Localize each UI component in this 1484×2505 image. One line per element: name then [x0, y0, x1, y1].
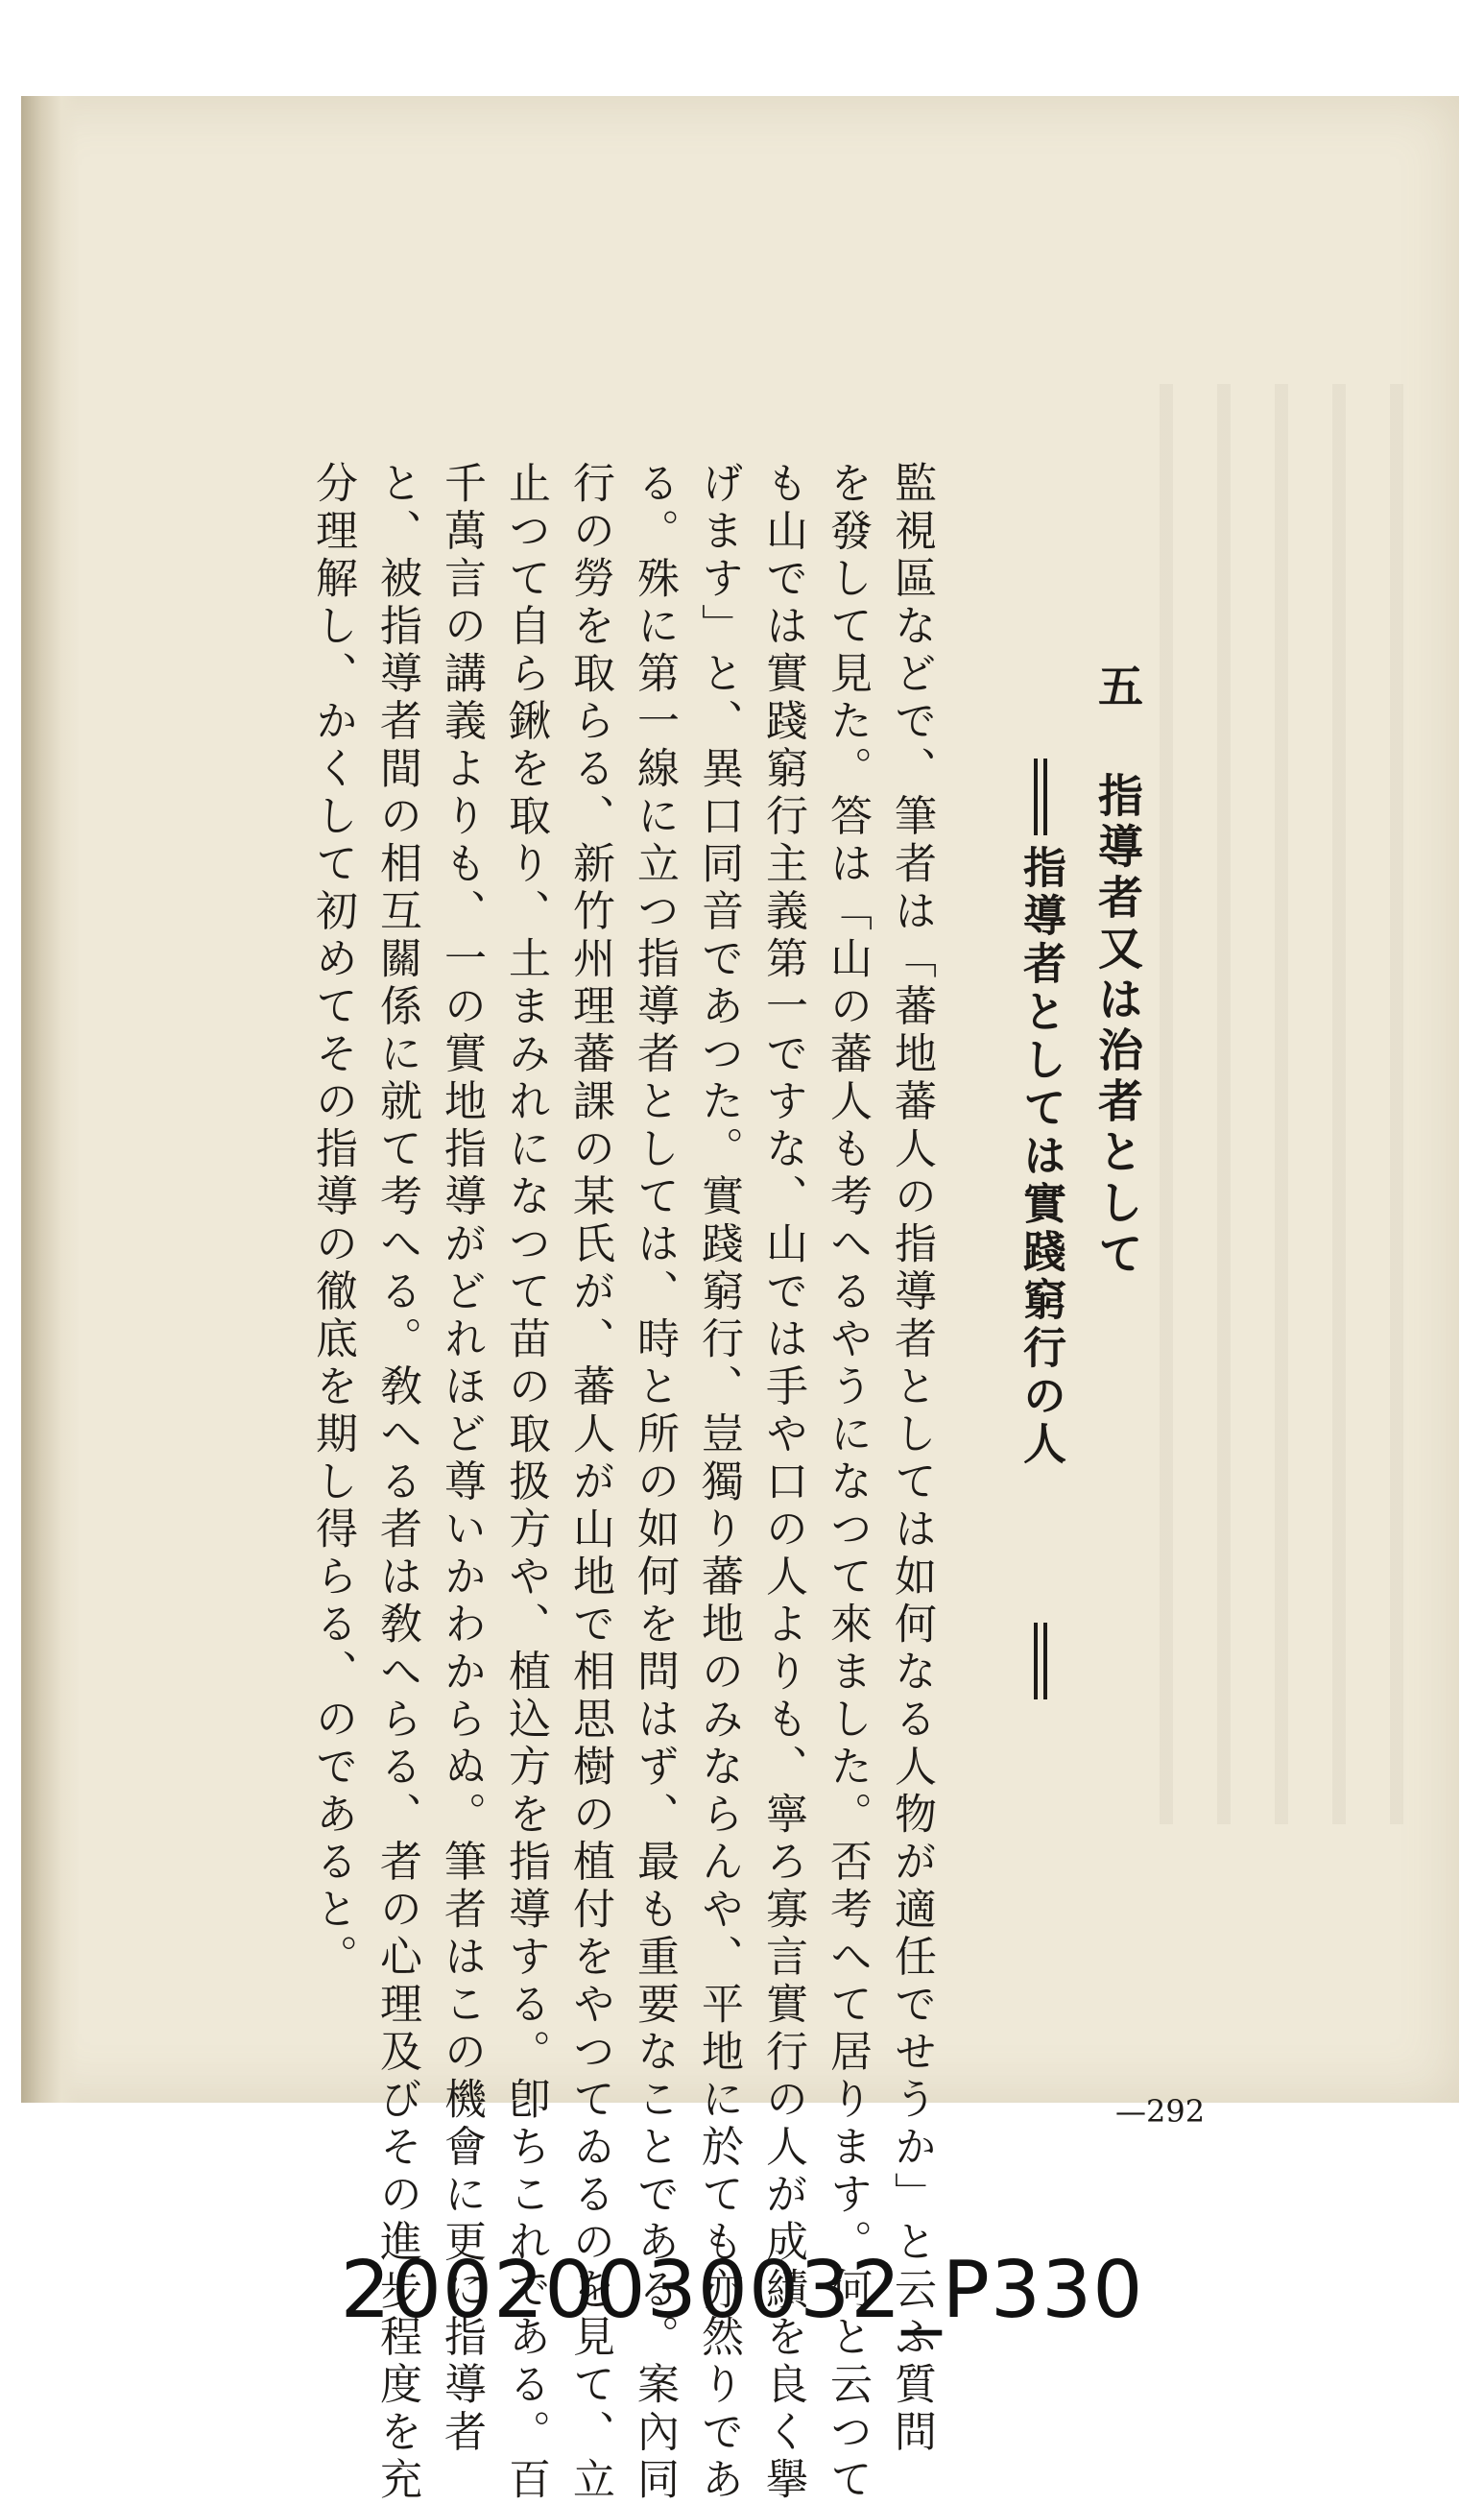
page-gutter-shadow	[21, 96, 79, 2103]
body-line: げます」と、異口同音であつた。實踐窮行、豈獨り蕃地のみならんや、平地に於ても亦然りであ	[694, 461, 743, 2505]
body-line: 分理解し、かくして初めてその指導の徹底を期し得らる、のであると。	[308, 461, 357, 1982]
body-line: も山では實踐窮行主義第一ですな、山では手や口の人よりも、寧ろ寡言實行の人が成績を良く擧	[758, 461, 807, 2505]
body-line: 止つて自ら鍬を取り、土まみれになつて苗の取扱方や、植込方を指導する。卽ちこれである。百	[501, 461, 550, 2505]
section-heading: 五 指導者又は治者として	[1090, 662, 1143, 1281]
heading-rule-top	[1034, 759, 1047, 835]
page-number: —292	[1115, 2093, 1206, 2130]
show-through-text	[1154, 384, 1403, 1824]
archive-caption: 20020030032_P330	[340, 2245, 1144, 2336]
section-subheading: 指導者としては實踐窮行の人	[1016, 845, 1066, 1469]
body-line: 行の勞を取らる、新竹州理蕃課の某氏が、蕃人が山地で相思樹の植付をやつてゐるのを見て、立	[565, 461, 614, 2505]
body-line: と、被指導者間の相互關係に就て考へる。敎へる者は敎へらる、者の心理及びその進步程度を充	[372, 461, 421, 2505]
heading-rule-bottom	[1034, 1623, 1047, 1699]
body-line: 監視區などで、筆者は「蕃地蕃人の指導者としては如何なる人物が適任でせうか」と云ふ質問	[887, 461, 936, 2457]
body-line: を發して見た。答は「山の蕃人も考へるやうになつて來ました。否考へて居ります。何と云つて	[823, 461, 872, 2505]
body-line: る。殊に第一線に立つ指導者としては、時と所の如何を問はず、最も重要なことである。案內同	[630, 461, 679, 2505]
body-line: 千萬言の講義よりも、一の實地指導がどれほど尊いかわからぬ。筆者はこの機會に更に指導者	[437, 461, 486, 2457]
